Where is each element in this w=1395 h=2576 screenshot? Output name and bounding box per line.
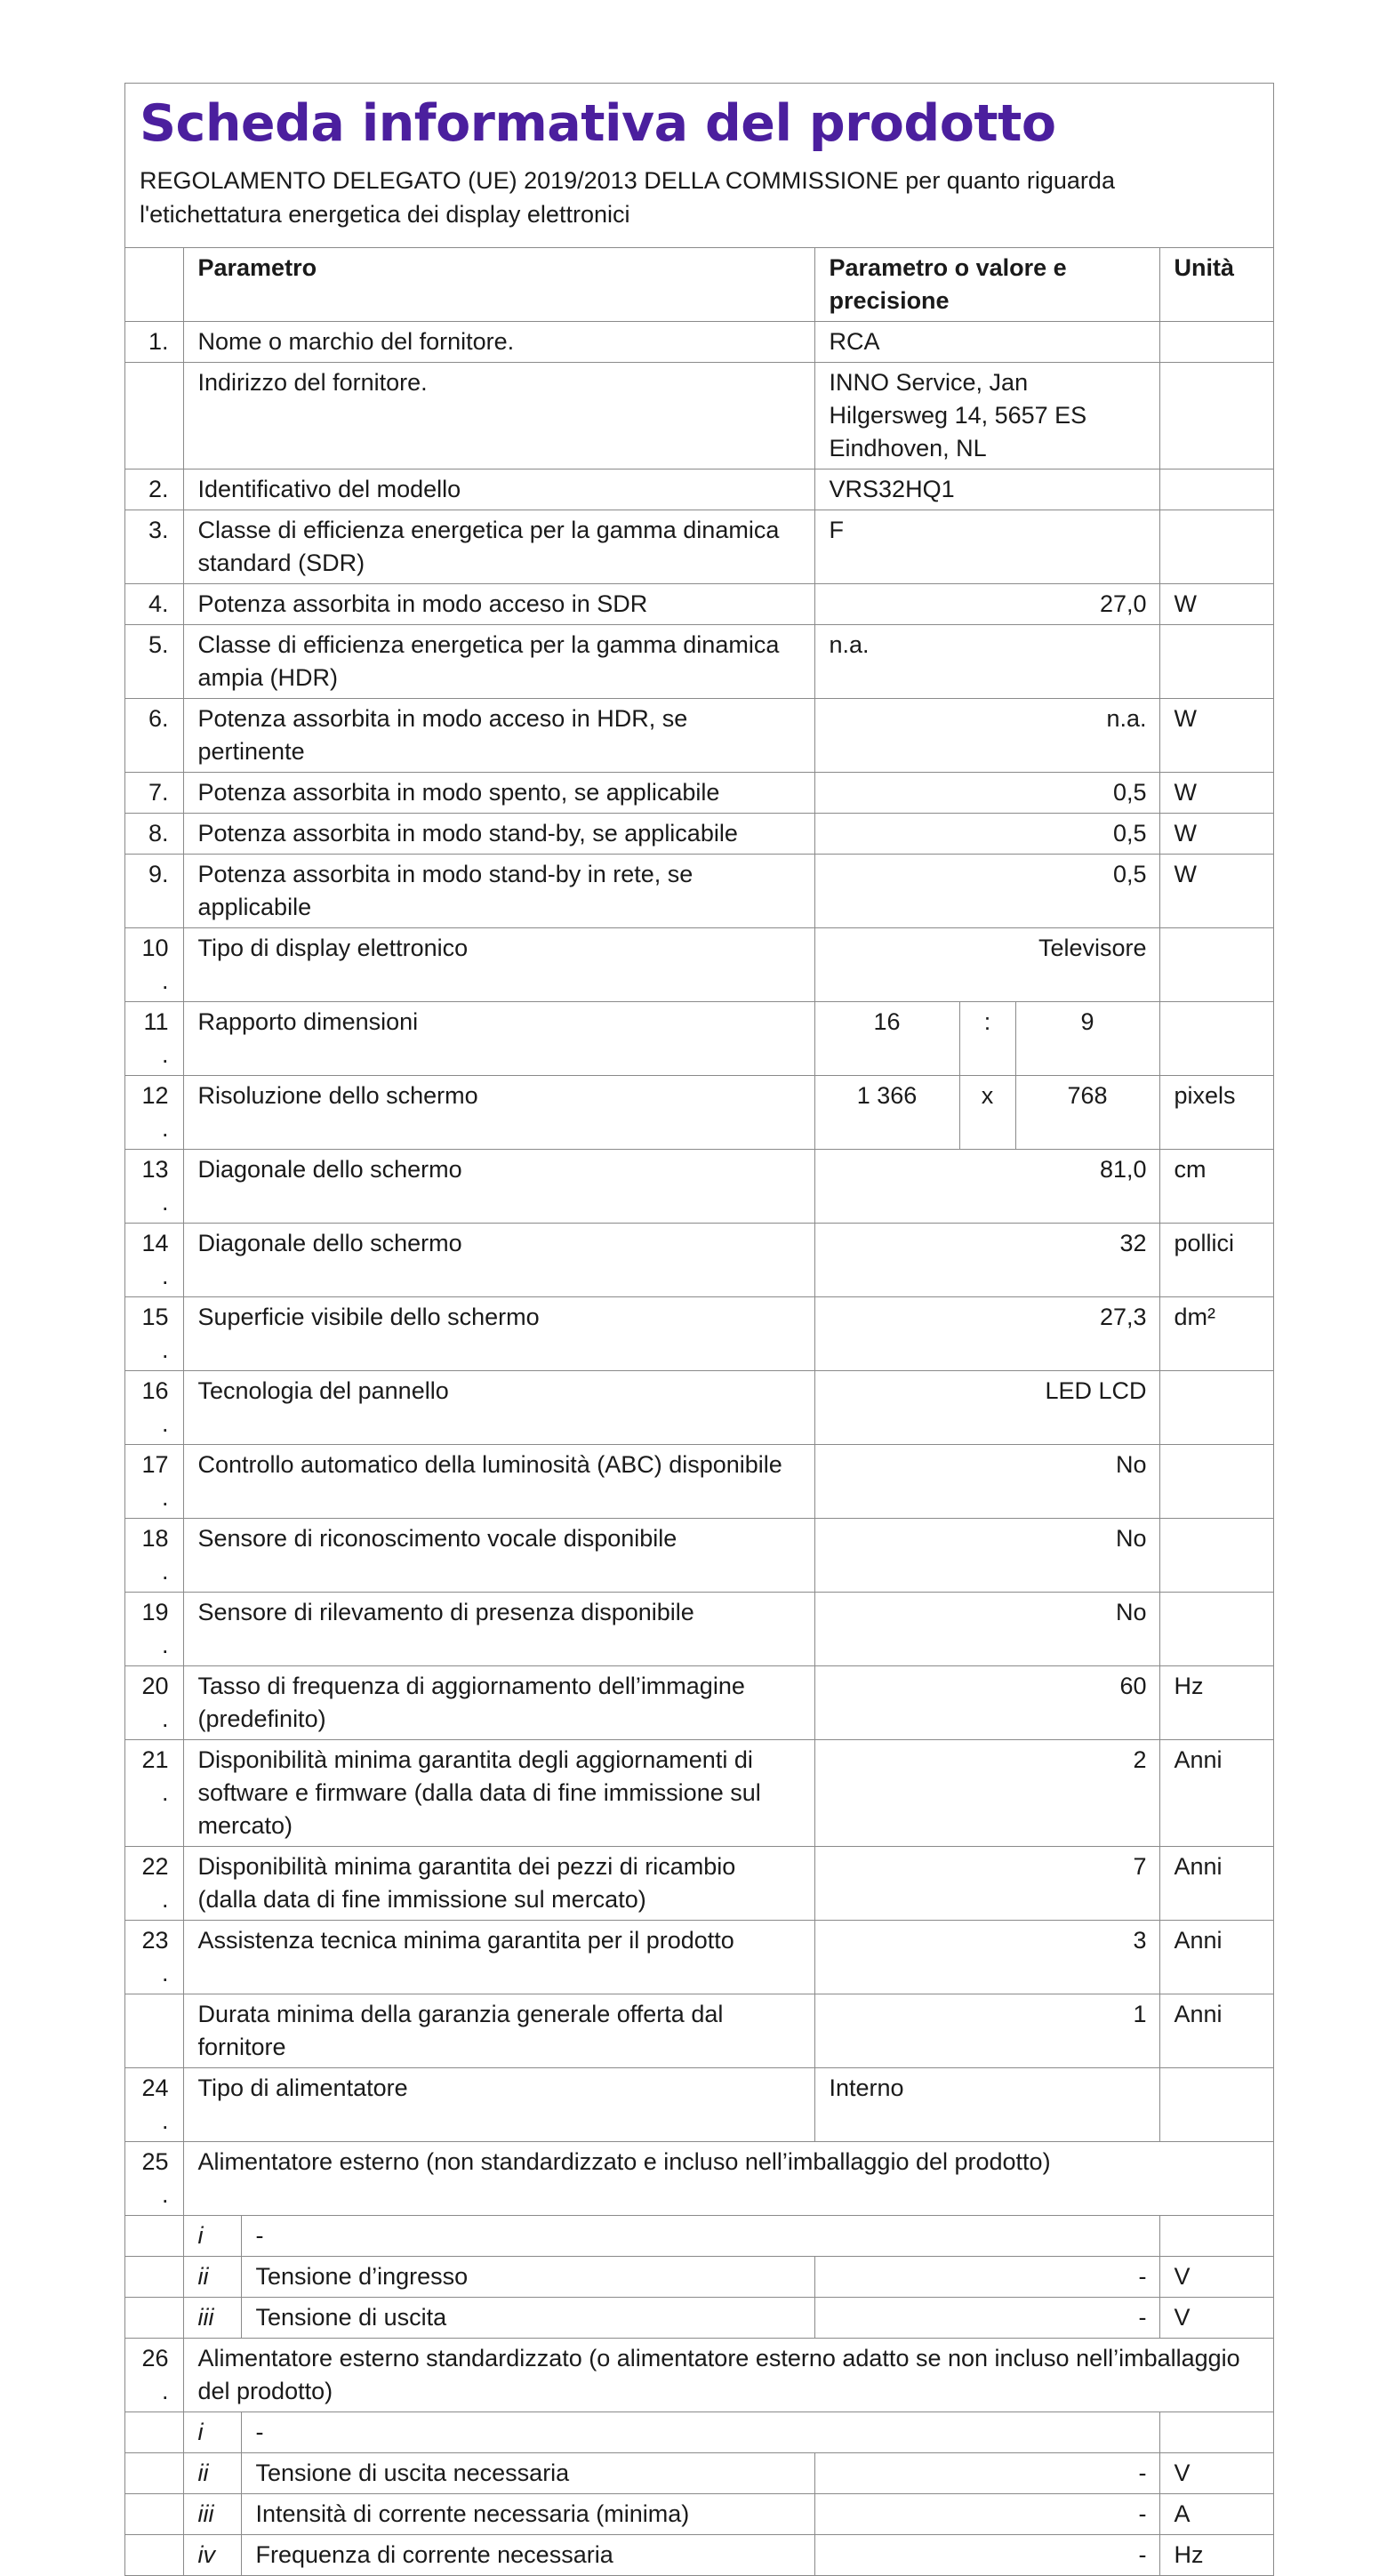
sub-label: Intensità di corrente necessaria (minima) (241, 2494, 814, 2535)
table-row (125, 2068, 1273, 2142)
row-unit (1159, 510, 1273, 584)
row-label: Classe di efficienza energetica per la gamma dinamica standard (SDR) (183, 510, 814, 584)
row-number: 17. (125, 1445, 183, 1519)
row-unit: Anni (1159, 1847, 1273, 1921)
row-label: Controllo automatico della luminosità (ABC) disponibile (183, 1445, 814, 1519)
row-unit (1159, 2068, 1273, 2142)
row-value: No (814, 1445, 1159, 1519)
table-row (125, 2298, 1273, 2339)
row-unit: Anni (1159, 1994, 1273, 2068)
row-unit (1159, 1445, 1273, 1519)
row-label: Potenza assorbita in modo spento, se applicabile (183, 773, 814, 814)
row-unit: A (1159, 2494, 1273, 2535)
row-label: Disponibilità minima garantita degli aggiornamenti di software e firmware (dalla data di fine immissione sul mercato) (183, 1740, 814, 1847)
row-label: Nome o marchio del fornitore. (183, 322, 814, 363)
row-label: Diagonale dello schermo (183, 1150, 814, 1224)
table-row (125, 625, 1273, 699)
sub-index: iii (183, 2298, 241, 2339)
row-label: Tipo di display elettronico (183, 928, 814, 1002)
row-value: No (814, 1593, 1159, 1666)
page-title: Scheda informativa del prodotto (140, 94, 1056, 153)
table-row (125, 1445, 1273, 1519)
row-number: 7. (125, 773, 183, 814)
row-number: 5. (125, 625, 183, 699)
col-header-parameter: Parametro (183, 248, 814, 322)
row-unit: W (1159, 773, 1273, 814)
row-unit (1159, 928, 1273, 1002)
row-unit (1159, 322, 1273, 363)
row-unit: pollici (1159, 1224, 1273, 1297)
row-unit: W (1159, 855, 1273, 928)
row-unit: pixels (1159, 1076, 1273, 1150)
row-label: Assistenza tecnica minima garantita per il prodotto (183, 1921, 814, 1994)
row-number: 19. (125, 1593, 183, 1666)
row-unit: V (1159, 2298, 1273, 2339)
row-number: 26. (125, 2339, 183, 2412)
table-row (125, 1224, 1273, 1297)
row-unit (1159, 625, 1273, 699)
row-label: Durata minima della garanzia generale offerta dal fornitore (183, 1994, 814, 2068)
row-number: 22. (125, 1847, 183, 1921)
row-value: - (814, 2453, 1159, 2494)
row-number: 4. (125, 584, 183, 625)
row-unit: W (1159, 699, 1273, 773)
sub-index: ii (183, 2453, 241, 2494)
row-label: Sensore di riconoscimento vocale disponibile (183, 1519, 814, 1593)
row-unit (1159, 1371, 1273, 1445)
row-number: 9. (125, 855, 183, 928)
row-label: Superficie visibile dello schermo (183, 1297, 814, 1371)
sub-label: Tensione di uscita (241, 2298, 814, 2339)
sub-index: iv (183, 2535, 241, 2576)
row-value: 0,5 (814, 814, 1159, 855)
table-row (125, 1994, 1273, 2068)
row-value: 3 (814, 1921, 1159, 1994)
row-unit: V (1159, 2257, 1273, 2298)
row-value: 81,0 (814, 1150, 1159, 1224)
table-row (125, 2453, 1273, 2494)
table-row (125, 1076, 1273, 1150)
row-label: Sensore di rilevamento di presenza disponibile (183, 1593, 814, 1666)
table-row (125, 2412, 1273, 2453)
table-row (125, 1740, 1273, 1847)
table-row (125, 1921, 1273, 1994)
row-number: 23. (125, 1921, 183, 1994)
table-row (125, 2494, 1273, 2535)
row-label: Tasso di frequenza di aggiornamento dell’immagine (predefinito) (183, 1666, 814, 1740)
table-row (125, 2216, 1273, 2257)
row-value: No (814, 1519, 1159, 1593)
row-number: 6. (125, 699, 183, 773)
row-number: 3. (125, 510, 183, 584)
table-row (125, 2535, 1273, 2576)
row-value: LED LCD (814, 1371, 1159, 1445)
row-label: Identificativo del modello (183, 469, 814, 510)
row-unit: V (1159, 2453, 1273, 2494)
table-header-row (125, 248, 1273, 322)
ratio-height: 9 (1015, 1002, 1159, 1076)
table-row (125, 1150, 1273, 1224)
row-label: Tecnologia del pannello (183, 1371, 814, 1445)
row-label: Tipo di alimentatore (183, 2068, 814, 2142)
row-label: Classe di efficienza energetica per la gamma dinamica ampia (HDR) (183, 625, 814, 699)
row-number: 25. (125, 2142, 183, 2216)
row-unit: Hz (1159, 2535, 1273, 2576)
row-unit (1159, 1002, 1273, 1076)
row-value: 60 (814, 1666, 1159, 1740)
row-value: F (814, 510, 1159, 584)
table-row (125, 510, 1273, 584)
row-value: n.a. (814, 699, 1159, 773)
row-label: Potenza assorbita in modo stand-by, se applicabile (183, 814, 814, 855)
row-value: 32 (814, 1224, 1159, 1297)
row-value: 27,3 (814, 1297, 1159, 1371)
row-value: VRS32HQ1 (814, 469, 1159, 510)
parameters-table (125, 248, 1273, 2575)
table-row (125, 814, 1273, 855)
row-unit: dm² (1159, 1297, 1273, 1371)
row-unit (1159, 2412, 1273, 2453)
row-label: Potenza assorbita in modo acceso in HDR, se pertinente (183, 699, 814, 773)
row-unit: Anni (1159, 1921, 1273, 1994)
row-value: Interno (814, 2068, 1159, 2142)
table-row (125, 1593, 1273, 1666)
sub-label: - (241, 2216, 1159, 2257)
row-number: 2. (125, 469, 183, 510)
row-value: 0,5 (814, 855, 1159, 928)
row-number: 24. (125, 2068, 183, 2142)
sub-index: iii (183, 2494, 241, 2535)
row-unit (1159, 1593, 1273, 1666)
table-row (125, 1519, 1273, 1593)
table-row (125, 1666, 1273, 1740)
resolution-separator: x (959, 1076, 1015, 1150)
row-number: 10. (125, 928, 183, 1002)
table-row (125, 699, 1273, 773)
row-value: RCA (814, 322, 1159, 363)
table-row (125, 2142, 1273, 2216)
ratio-width: 16 (814, 1002, 959, 1076)
row-value: - (814, 2494, 1159, 2535)
row-label: Diagonale dello schermo (183, 1224, 814, 1297)
row-unit: Anni (1159, 1740, 1273, 1847)
table-row (125, 2339, 1273, 2412)
row-value: INNO Service, Jan Hilgersweg 14, 5657 ES Eindhoven, NL (814, 363, 1159, 469)
resolution-height: 768 (1015, 1076, 1159, 1150)
row-number: 21. (125, 1740, 183, 1847)
table-row (125, 1371, 1273, 1445)
row-number: 18. (125, 1519, 183, 1593)
row-value: 0,5 (814, 773, 1159, 814)
table-row (125, 584, 1273, 625)
row-label: Indirizzo del fornitore. (183, 363, 814, 469)
sub-label: - (241, 2412, 1159, 2453)
col-header-value: Parametro o valore e precisione (814, 248, 1159, 322)
sheet-header (125, 87, 1273, 248)
row-label: Risoluzione dello schermo (183, 1076, 814, 1150)
row-value: 7 (814, 1847, 1159, 1921)
row-value: 27,0 (814, 584, 1159, 625)
table-row (125, 928, 1273, 1002)
row-unit: Hz (1159, 1666, 1273, 1740)
row-number: 1. (125, 322, 183, 363)
row-number: 12. (125, 1076, 183, 1150)
row-value: 1 (814, 1994, 1159, 2068)
row-number: 20. (125, 1666, 183, 1740)
product-info-sheet (124, 83, 1274, 2576)
row-unit: cm (1159, 1150, 1273, 1224)
row-value: 2 (814, 1740, 1159, 1847)
row-unit: W (1159, 814, 1273, 855)
table-row (125, 773, 1273, 814)
table-row (125, 1002, 1273, 1076)
row-number: 11. (125, 1002, 183, 1076)
ratio-separator: : (959, 1002, 1015, 1076)
table-row (125, 469, 1273, 510)
row-number: 15. (125, 1297, 183, 1371)
row-unit (1159, 363, 1273, 469)
row-number: 16. (125, 1371, 183, 1445)
sub-index: i (183, 2412, 241, 2453)
row-value: Televisore (814, 928, 1159, 1002)
row-value: - (814, 2257, 1159, 2298)
regulation-subtitle: REGOLAMENTO DELEGATO (UE) 2019/2013 DELLA COMMISSIONE per quanto riguarda l'etichettatura energetica dei display elettronici (140, 167, 1115, 228)
row-label: Disponibilità minima garantita dei pezzi di ricambio (dalla data di fine immissione sul mercato) (183, 1847, 814, 1921)
row-unit (1159, 1519, 1273, 1593)
row-unit: W (1159, 584, 1273, 625)
row-label: Alimentatore esterno standardizzato (o alimentatore esterno adatto se non incluso nell’imballaggio del prodotto) (183, 2339, 1273, 2412)
table-row (125, 1847, 1273, 1921)
row-label: Potenza assorbita in modo acceso in SDR (183, 584, 814, 625)
sub-index: i (183, 2216, 241, 2257)
table-row (125, 322, 1273, 363)
row-unit (1159, 469, 1273, 510)
table-row (125, 363, 1273, 469)
sub-label: Frequenza di corrente necessaria (241, 2535, 814, 2576)
sub-label: Tensione d’ingresso (241, 2257, 814, 2298)
row-value: - (814, 2298, 1159, 2339)
row-value: - (814, 2535, 1159, 2576)
row-label: Alimentatore esterno (non standardizzato e incluso nell’imballaggio del prodotto) (183, 2142, 1273, 2216)
row-unit (1159, 2216, 1273, 2257)
row-label: Potenza assorbita in modo stand-by in rete, se applicabile (183, 855, 814, 928)
row-value: n.a. (814, 625, 1159, 699)
table-row (125, 1297, 1273, 1371)
table-row (125, 2257, 1273, 2298)
resolution-width: 1 366 (814, 1076, 959, 1150)
row-number: 14. (125, 1224, 183, 1297)
table-row (125, 855, 1273, 928)
sub-index: ii (183, 2257, 241, 2298)
row-number: 8. (125, 814, 183, 855)
col-header-unit: Unità (1159, 248, 1273, 322)
row-label: Rapporto dimensioni (183, 1002, 814, 1076)
row-number: 13. (125, 1150, 183, 1224)
sub-label: Tensione di uscita necessaria (241, 2453, 814, 2494)
